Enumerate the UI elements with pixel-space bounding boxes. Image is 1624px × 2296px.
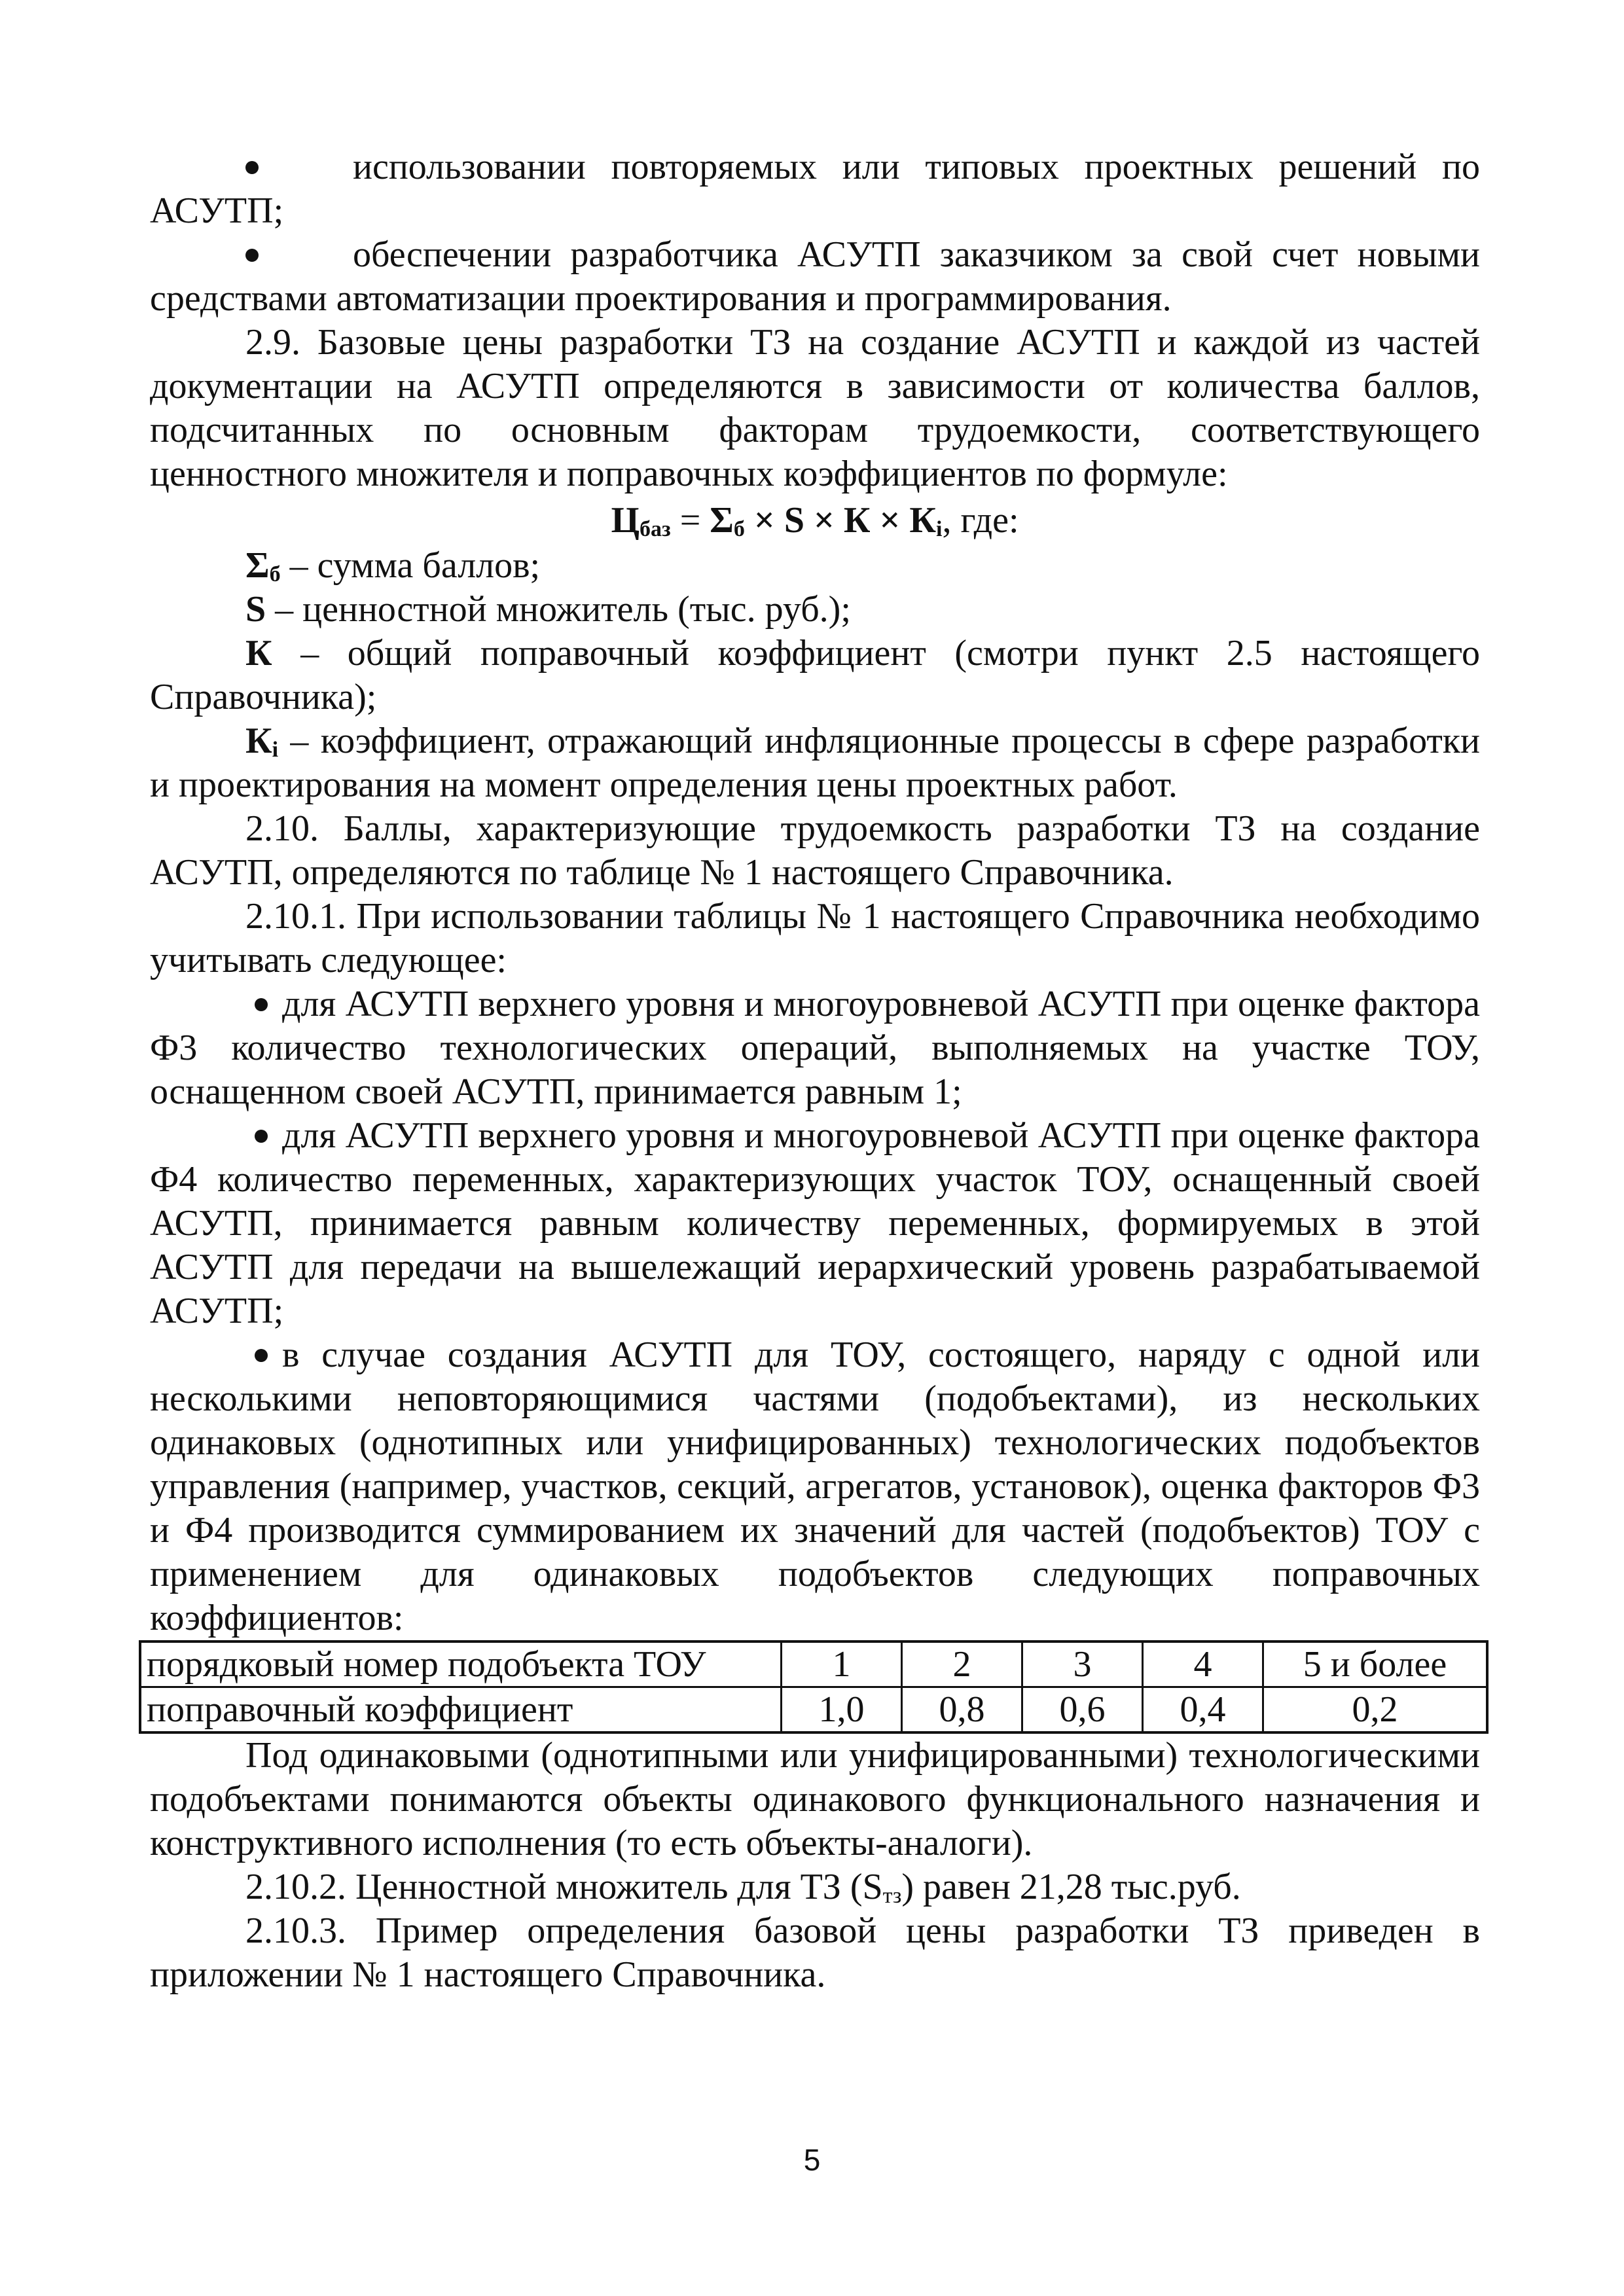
- formula-body: × S × К × К: [744, 500, 936, 541]
- bullet-icon: [245, 249, 259, 262]
- price-formula: [150, 499, 1480, 543]
- paragraph-definition-similar: Под одинаковыми (однотипными или унифицированными) технологическими подобъектами понимаются объекты одинакового функционального назначения и конструктивного исполнения (то есть объекты-аналоги).: [150, 1735, 1480, 1863]
- table-cell: 0,4: [1143, 1687, 1263, 1733]
- definition-item: [150, 632, 1480, 719]
- table-cell: 2: [902, 1641, 1022, 1687]
- definition-symbol-sub: б: [269, 562, 281, 586]
- bullet-item: [150, 233, 1480, 321]
- paragraph-2-10-2: [150, 1865, 1480, 1909]
- definition-symbol-sub: i: [272, 738, 279, 762]
- table-cell: 0,8: [902, 1687, 1022, 1733]
- bullet-text: использовании повторяемых или типовых проектных решений по АСУТП;: [150, 147, 1480, 231]
- document-page: [147, 145, 1480, 1997]
- table-row-label: порядковый номер подобъекта ТОУ: [140, 1641, 782, 1687]
- formula-tail: , где:: [942, 500, 1019, 541]
- formula-sigma: Σ: [710, 500, 734, 541]
- table-cell: 5 и более: [1263, 1641, 1488, 1687]
- definition-text: – ценностной множитель (тыс. руб.);: [266, 589, 851, 630]
- paragraph-2-10-3: 2.10.3. Пример определения базовой цены разработки ТЗ приведен в приложении № 1 настоящего Справочника.: [150, 1910, 1480, 1995]
- bullet-icon: [255, 1130, 268, 1143]
- bullet-text: обеспечении разработчика АСУТП заказчиком за свой счет новыми средствами автоматизации проектирования и программирования.: [150, 234, 1480, 319]
- bullet-item: [150, 982, 1480, 1114]
- bullet-text: для АСУТП верхнего уровня и многоуровневой АСУТП при оценке фактора Ф4 количество переменных, характеризующих участок ТОУ, оснащенный своей АСУТП, принимается равным количеству переменных, формируемых в этой АСУТП для передачи на вышележащий иерархический уровень разрабатываемой АСУТП;: [150, 1115, 1480, 1331]
- table-cell: 3: [1022, 1641, 1143, 1687]
- formula-definitions: [150, 544, 1480, 807]
- table-cell: 0,2: [1263, 1687, 1488, 1733]
- definition-text: – сумма баллов;: [280, 545, 541, 586]
- definition-symbol: К: [245, 633, 272, 673]
- formula-lhs: Ц: [611, 500, 640, 541]
- table-cell: 1,0: [782, 1687, 902, 1733]
- bullet-text: для АСУТП верхнего уровня и многоуровневой АСУТП при оценке фактора Ф3 количество технологических операций, выполняемых на участке ТОУ, оснащенном своей АСУТП, принимается равным 1;: [150, 984, 1480, 1112]
- coefficient-table: [139, 1640, 1489, 1734]
- definition-symbol: S: [245, 589, 266, 630]
- bullet-item: [150, 1333, 1480, 1640]
- paragraph-2-10: 2.10. Баллы, характеризующие трудоемкость разработки ТЗ на создание АСУТП, определяются по таблице № 1 настоящего Справочника.: [150, 808, 1480, 893]
- bullet-icon: [255, 998, 268, 1011]
- p2-10-2-text-end: ) равен 21,28 тыс.руб.: [901, 1867, 1241, 1907]
- table-row: [140, 1687, 1487, 1733]
- formula-sigma-sub: б: [733, 517, 745, 541]
- definition-item: [150, 719, 1480, 807]
- p2-10-2-sub: тз: [882, 1884, 902, 1908]
- bullet-item: [150, 145, 1480, 233]
- table-row: [140, 1641, 1487, 1687]
- p2-10-2-text: 2.10.2. Ценностной множитель для ТЗ (S: [245, 1867, 883, 1907]
- definition-item: [150, 588, 1480, 632]
- definition-symbol: Σ: [245, 545, 270, 586]
- definition-text: – общий поправочный коэффициент (смотри пункт 2.5 настоящего Справочника);: [150, 633, 1480, 717]
- paragraph-2-10-1: 2.10.1. При использовании таблицы № 1 настоящего Справочника необходимо учитывать следующее:: [150, 896, 1480, 980]
- definition-text: – коэффициент, отражающий инфляционные процессы в сфере разработки и проектирования на момент определения цены проектных работ.: [150, 721, 1480, 805]
- table-cell: 0,6: [1022, 1687, 1143, 1733]
- bullet-text: в случае создания АСУТП для ТОУ, состоящего, наряду с одной или несколькими неповторяющимися частями (подобъектами), из нескольких одинаковых (однотипных или унифицированных) технологических подобъектов управления (например, участков, секций, агрегатов, установок), оценка факторов Ф3 и Ф4 производится суммированием их значений для частей (подобъектов) ТОУ с применением для одинаковых подобъектов следующих поправочных коэффициентов:: [150, 1335, 1480, 1638]
- table-cell: 1: [782, 1641, 902, 1687]
- formula-equals: =: [670, 500, 710, 541]
- formula-lhs-sub: баз: [640, 517, 671, 541]
- formula-k-sub: i: [936, 517, 943, 541]
- paragraph-2-9: 2.9. Базовые цены разработки ТЗ на создание АСУТП и каждой из частей документации на АСУТП определяются в зависимости от количества баллов, подсчитанных по основным факторам трудоемкости, соответствующего ценностного множителя и поправочных коэффициентов по формуле:: [150, 322, 1480, 494]
- definition-symbol: К: [245, 721, 272, 761]
- page-number: 5: [803, 2143, 821, 2177]
- bullet-icon: [255, 1349, 268, 1362]
- definition-item: [150, 544, 1480, 588]
- bullet-item: [150, 1114, 1480, 1333]
- bullet-icon: [245, 161, 259, 174]
- table-row-label: поправочный коэффициент: [140, 1687, 782, 1733]
- table-cell: 4: [1143, 1641, 1263, 1687]
